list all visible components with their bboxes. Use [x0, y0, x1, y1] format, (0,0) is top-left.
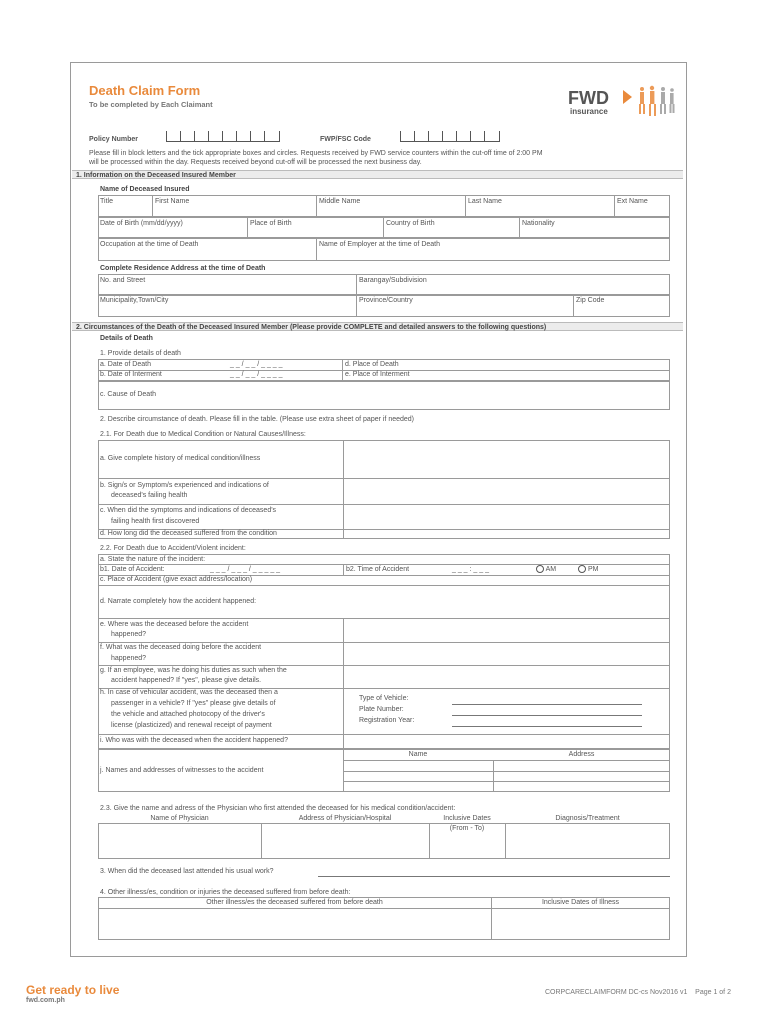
- province-label: Province/Country: [359, 297, 413, 304]
- footer-form-code: CORPCARECLAIMFORM DC-cs Nov2016 v1 Page 1 of 2: [545, 989, 731, 996]
- fwd-logo-graphic: [568, 84, 678, 120]
- illness-table[interactable]: [98, 897, 670, 940]
- svg-text:FWD: [568, 88, 609, 108]
- q4-label: 4. Other illness/es, condition or injuries the deceased suffered from before death:: [100, 889, 351, 896]
- vehicle-type-line[interactable]: [452, 704, 642, 705]
- q22h-line-2: passenger in a vehicle? If "yes" please give details of: [111, 700, 276, 707]
- place-of-interment-label: e. Place of Interment: [345, 371, 410, 378]
- q22h-line-4: license (plasticized) and renewal receipt of payment: [111, 722, 272, 729]
- am-radio[interactable]: [536, 565, 544, 573]
- address-heading: Complete Residence Address at the time of Death: [100, 265, 266, 272]
- reg-year-label: Registration Year:: [359, 717, 415, 724]
- cause-of-death-box[interactable]: [98, 381, 670, 410]
- employer-label: Name of Employer at the time of Death: [319, 241, 440, 248]
- physician-dates-header-2: (From - To): [449, 825, 485, 832]
- occupation-label: Occupation at the time of Death: [100, 241, 199, 248]
- q21b-line-1: b. Sign/s or Symptom/s experienced and indications of: [100, 482, 269, 489]
- q21b-line-2: deceased's failing health: [111, 492, 188, 499]
- street-label: No. and Street: [100, 277, 146, 284]
- physician-address-header: Address of Physician/Hospital: [298, 815, 392, 822]
- section-2-header: 2. Circumstances of the Death of the Deceased Insured Member (Please provide COMPLETE and detailed answers to the following questions): [72, 322, 683, 331]
- fwp-code-label: FWP/FSC Code: [320, 136, 371, 143]
- municipality-label: Municipality,Town/City: [100, 297, 169, 304]
- plate-label: Plate Number:: [359, 706, 404, 713]
- page-number: Page 1 of 2: [695, 989, 731, 996]
- q22j-label: j. Names and addresses of witnesses to the accident: [100, 767, 264, 774]
- logo-sub: insurance: [570, 107, 608, 116]
- q22f-line-1: f. What was the deceased doing before the accident: [100, 644, 262, 651]
- pm-radio[interactable]: [578, 565, 586, 573]
- details-heading: Details of Death: [100, 335, 153, 342]
- q22f-line-2: happened?: [111, 655, 147, 662]
- witness-name-header: Name: [408, 751, 428, 758]
- cause-of-death-label: c. Cause of Death: [100, 391, 157, 398]
- vehicle-type-label: Type of Vehicle:: [359, 695, 409, 702]
- physician-table[interactable]: [98, 823, 670, 859]
- place-of-death-label: d. Place of Death: [345, 361, 399, 368]
- physician-name-header: Name of Physician: [150, 815, 209, 822]
- q22i-label: i. Who was with the deceased when the accident happened?: [100, 737, 288, 744]
- form-title: Death Claim Form: [89, 83, 201, 98]
- nationality-label: Nationality: [522, 220, 555, 227]
- barangay-label: Barangay/Subdivision: [359, 277, 427, 284]
- footer-tagline: Get ready to live: [26, 983, 120, 997]
- footer-url[interactable]: fwd.com.ph: [26, 997, 65, 1004]
- q23-label: 2.3. Give the name and adress of the Physician who first attended the deceased for his medical condition/accident:: [100, 805, 456, 812]
- q22e-line-1: e. Where was the deceased before the accident: [100, 621, 249, 628]
- fwd-logo: [568, 84, 678, 125]
- witness-address-header: Address: [568, 751, 595, 758]
- q2-label: 2. Describe circumstance of death. Please fill in the table. (Please use extra sheet of paper if needed): [100, 416, 415, 423]
- birth-row[interactable]: [98, 217, 670, 238]
- q22h-line-1: h. In case of vehicular accident, was the deceased then a: [100, 689, 278, 696]
- logo-text: FWD: [568, 88, 609, 108]
- plate-line[interactable]: [452, 715, 642, 716]
- accident-date-mask[interactable]: _ _ _ / _ _ _ / _ _ _ _ _: [210, 566, 281, 573]
- q21a-label: a. Give complete history of medical condition/illness: [100, 455, 261, 462]
- svg-text:insurance: [570, 107, 608, 116]
- q21-label: 2.1. For Death due to Medical Condition or Natural Causes/Illness:: [100, 431, 306, 438]
- physician-dates-header-1: Inclusive Dates: [443, 815, 491, 822]
- q21d-label: d. How long did the deceased suffered from the condition: [100, 530, 277, 537]
- section-1-header: 1. Information on the Deceased Insured Member: [72, 170, 683, 179]
- q22g-line-2: accident happened? If "yes", please give details.: [111, 677, 262, 684]
- first-name-label: First Name: [155, 198, 190, 205]
- date-of-interment-mask[interactable]: _ _ / _ _ / _ _ _ _: [230, 371, 283, 378]
- middle-name-label: Middle Name: [319, 198, 361, 205]
- physician-diagnosis-header: Diagnosis/Treatment: [555, 815, 620, 822]
- date-of-death-label: a. Date of Death: [100, 361, 151, 368]
- pob-label: Place of Birth: [250, 220, 292, 227]
- q1-label: 1. Provide details of death: [100, 350, 181, 357]
- q22h-line-3: the vehicle and attached photocopy of the driver's: [111, 711, 265, 718]
- pm-option[interactable]: PM: [578, 565, 598, 573]
- q21c-line-1: c. When did the symptoms and indications of deceased's: [100, 507, 277, 514]
- q21c-line-2: failing health first discovered: [111, 518, 200, 525]
- illness-dates-header: Inclusive Dates of Illness: [541, 899, 620, 906]
- illness-header: Other illness/es the deceased suffered from before death: [206, 899, 383, 906]
- dob-label: Date of Birth (mm/dd/yyyy): [100, 220, 183, 227]
- date-of-death-mask[interactable]: _ _ / _ _ / _ _ _ _: [230, 361, 283, 368]
- instructions-line-2: will be processed within the day. Requests received beyond cut-off will be processed the next business day.: [89, 159, 422, 166]
- q22b2-label: b2. Time of Accident: [346, 566, 410, 573]
- reg-year-line[interactable]: [452, 726, 642, 727]
- form-subtitle: To be completed by Each Claimant: [89, 100, 213, 109]
- ext-name-label: Ext Name: [617, 198, 648, 205]
- q22-label: 2.2. For Death due to Accident/Violent incident:: [100, 545, 246, 552]
- q3-label: 3. When did the deceased last attended his usual work?: [100, 868, 274, 875]
- date-of-interment-label: b. Date of Interment: [100, 371, 162, 378]
- am-option[interactable]: AM: [536, 565, 556, 573]
- q22a-label: a. State the nature of the incident:: [100, 556, 206, 563]
- q3-answer-line[interactable]: [318, 876, 670, 877]
- policy-number-label: Policy Number: [89, 136, 139, 143]
- last-name-label: Last Name: [468, 198, 502, 205]
- instructions-line-1: Please fill in block letters and the tick appropriate boxes and circles. Requests received by FWD service counters within the cut-off time of 2:00 PM: [89, 150, 543, 157]
- q22d-label: d. Narrate completely how the accident happened:: [100, 598, 257, 605]
- q22c-label: c. Place of Accident (give exact address/location): [100, 576, 253, 583]
- name-heading: Name of Deceased Insured: [100, 186, 190, 193]
- q22e-line-2: happened?: [111, 631, 147, 638]
- cob-label: Country of Birth: [386, 220, 435, 227]
- zip-label: Zip Code: [576, 297, 605, 304]
- accident-time-mask[interactable]: _ _ _ : _ _ _: [452, 566, 489, 573]
- q22g-line-1: g. If an employee, was he doing his duties as such when the: [100, 667, 287, 674]
- q22b1-label: b1. Date of Accident:: [100, 566, 165, 573]
- title-label: Title: [100, 198, 113, 205]
